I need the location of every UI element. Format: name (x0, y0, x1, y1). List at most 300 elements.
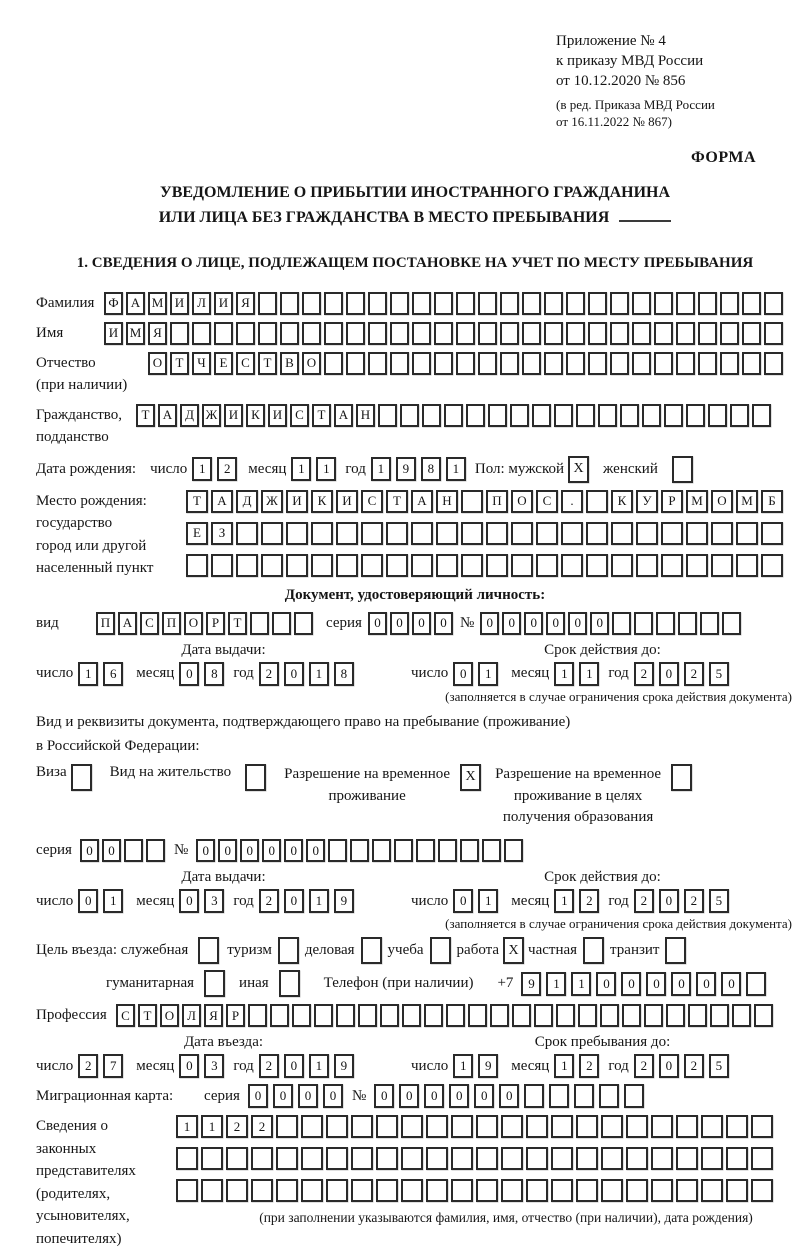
char-box[interactable] (752, 404, 771, 427)
char-box[interactable] (236, 322, 255, 345)
char-box[interactable] (549, 1084, 569, 1108)
char-box[interactable]: О (511, 490, 533, 513)
char-box[interactable] (726, 1115, 748, 1138)
char-box[interactable]: И (170, 292, 189, 315)
char-box[interactable]: Р (226, 1004, 245, 1027)
char-box[interactable]: 0 (284, 662, 304, 686)
rvp-checkbox[interactable]: X (460, 764, 481, 791)
char-box[interactable]: 0 (179, 889, 199, 913)
char-box[interactable] (636, 554, 658, 577)
char-box[interactable] (411, 522, 433, 545)
purpose-official-checkbox[interactable] (198, 937, 219, 964)
char-box[interactable]: А (334, 404, 353, 427)
char-box[interactable] (566, 352, 585, 375)
char-box[interactable] (258, 292, 277, 315)
char-box[interactable]: Л (182, 1004, 201, 1027)
char-box[interactable]: 1 (201, 1115, 223, 1138)
char-box[interactable] (576, 1115, 598, 1138)
char-box[interactable] (311, 522, 333, 545)
char-box[interactable] (460, 839, 479, 862)
char-box[interactable] (746, 972, 766, 996)
char-box[interactable] (598, 404, 617, 427)
char-box[interactable] (226, 1179, 248, 1202)
char-box[interactable] (326, 1115, 348, 1138)
char-box[interactable]: И (268, 404, 287, 427)
char-box[interactable] (476, 1147, 498, 1170)
char-box[interactable] (626, 1179, 648, 1202)
char-box[interactable]: 2 (684, 889, 704, 913)
char-box[interactable] (280, 292, 299, 315)
rvp-edu-checkbox[interactable] (671, 764, 692, 791)
char-box[interactable] (764, 292, 783, 315)
char-box[interactable]: 9 (396, 457, 416, 481)
char-box[interactable] (720, 292, 739, 315)
char-box[interactable]: 2 (634, 889, 654, 913)
char-box[interactable]: О (302, 352, 321, 375)
char-box[interactable] (478, 322, 497, 345)
char-box[interactable]: 0 (284, 889, 304, 913)
char-box[interactable] (754, 1004, 773, 1027)
purpose-study-checkbox[interactable] (430, 937, 451, 964)
char-box[interactable]: Е (186, 522, 208, 545)
char-box[interactable] (574, 1084, 594, 1108)
char-box[interactable]: 5 (709, 662, 729, 686)
residence-permit-checkbox[interactable] (245, 764, 266, 791)
char-box[interactable]: 0 (179, 662, 199, 686)
char-box[interactable] (386, 554, 408, 577)
char-box[interactable] (426, 1115, 448, 1138)
char-box[interactable] (451, 1147, 473, 1170)
char-box[interactable] (761, 522, 783, 545)
char-box[interactable] (742, 322, 761, 345)
visa-checkbox[interactable] (71, 764, 92, 791)
char-box[interactable]: 9 (478, 1054, 498, 1078)
char-box[interactable] (444, 404, 463, 427)
char-box[interactable]: Т (258, 352, 277, 375)
char-box[interactable] (611, 522, 633, 545)
char-box[interactable] (478, 352, 497, 375)
char-box[interactable] (686, 554, 708, 577)
char-box[interactable] (372, 839, 391, 862)
char-box[interactable] (394, 839, 413, 862)
char-box[interactable] (601, 1179, 623, 1202)
char-box[interactable] (351, 1115, 373, 1138)
char-box[interactable]: 9 (334, 889, 354, 913)
char-box[interactable]: 0 (524, 612, 543, 635)
char-box[interactable] (632, 292, 651, 315)
char-box[interactable] (261, 522, 283, 545)
char-box[interactable] (456, 322, 475, 345)
char-box[interactable] (544, 352, 563, 375)
char-box[interactable]: Я (148, 322, 167, 345)
char-box[interactable] (720, 352, 739, 375)
char-box[interactable] (500, 352, 519, 375)
char-box[interactable]: 0 (659, 662, 679, 686)
char-box[interactable] (346, 322, 365, 345)
char-box[interactable]: 0 (284, 839, 303, 862)
char-box[interactable] (226, 1147, 248, 1170)
char-box[interactable]: 2 (634, 662, 654, 686)
char-box[interactable]: А (158, 404, 177, 427)
char-box[interactable]: Б (761, 490, 783, 513)
char-box[interactable] (576, 404, 595, 427)
char-box[interactable] (434, 352, 453, 375)
char-box[interactable] (272, 612, 291, 635)
char-box[interactable] (451, 1179, 473, 1202)
char-box[interactable]: 2 (684, 662, 704, 686)
char-box[interactable]: 0 (453, 889, 473, 913)
char-box[interactable] (610, 322, 629, 345)
char-box[interactable]: 8 (334, 662, 354, 686)
char-box[interactable]: Л (192, 292, 211, 315)
char-box[interactable]: Т (228, 612, 247, 635)
char-box[interactable] (761, 554, 783, 577)
char-box[interactable] (438, 839, 457, 862)
char-box[interactable] (368, 322, 387, 345)
char-box[interactable] (711, 554, 733, 577)
purpose-private-checkbox[interactable] (583, 937, 604, 964)
char-box[interactable]: 0 (390, 612, 409, 635)
char-box[interactable] (412, 322, 431, 345)
char-box[interactable]: 7 (103, 1054, 123, 1078)
char-box[interactable] (642, 404, 661, 427)
char-box[interactable] (351, 1179, 373, 1202)
char-box[interactable] (426, 1179, 448, 1202)
char-box[interactable]: 2 (634, 1054, 654, 1078)
char-box[interactable] (651, 1179, 673, 1202)
char-box[interactable]: М (736, 490, 758, 513)
char-box[interactable] (376, 1147, 398, 1170)
char-box[interactable] (664, 404, 683, 427)
purpose-transit-checkbox[interactable] (665, 937, 686, 964)
char-box[interactable] (302, 292, 321, 315)
char-box[interactable]: Ч (192, 352, 211, 375)
char-box[interactable] (276, 1179, 298, 1202)
char-box[interactable] (401, 1115, 423, 1138)
char-box[interactable] (434, 292, 453, 315)
char-box[interactable] (561, 522, 583, 545)
char-box[interactable] (522, 322, 541, 345)
char-box[interactable] (711, 522, 733, 545)
char-box[interactable] (456, 292, 475, 315)
char-box[interactable]: 0 (453, 662, 473, 686)
char-box[interactable]: И (104, 322, 123, 345)
char-box[interactable]: . (561, 490, 583, 513)
char-box[interactable]: 1 (309, 1054, 329, 1078)
char-box[interactable] (378, 404, 397, 427)
char-box[interactable]: П (486, 490, 508, 513)
char-box[interactable] (610, 352, 629, 375)
purpose-tourism-checkbox[interactable] (278, 937, 299, 964)
char-box[interactable] (764, 352, 783, 375)
char-box[interactable] (511, 522, 533, 545)
char-box[interactable] (270, 1004, 289, 1027)
char-box[interactable]: 1 (309, 662, 329, 686)
char-box[interactable] (622, 1004, 641, 1027)
char-box[interactable]: 2 (226, 1115, 248, 1138)
char-box[interactable] (311, 554, 333, 577)
char-box[interactable]: 0 (240, 839, 259, 862)
char-box[interactable]: Ж (261, 490, 283, 513)
char-box[interactable] (400, 404, 419, 427)
char-box[interactable] (688, 1004, 707, 1027)
char-box[interactable] (412, 292, 431, 315)
char-box[interactable] (551, 1179, 573, 1202)
char-box[interactable] (201, 1179, 223, 1202)
char-box[interactable] (461, 554, 483, 577)
char-box[interactable]: Т (136, 404, 155, 427)
char-box[interactable] (251, 1179, 273, 1202)
char-box[interactable] (576, 1179, 598, 1202)
char-box[interactable]: 1 (554, 662, 574, 686)
char-box[interactable] (501, 1115, 523, 1138)
char-box[interactable] (276, 1115, 298, 1138)
char-box[interactable] (601, 1115, 623, 1138)
char-box[interactable] (736, 554, 758, 577)
char-box[interactable]: Т (138, 1004, 157, 1027)
char-box[interactable]: А (211, 490, 233, 513)
char-box[interactable] (610, 292, 629, 315)
char-box[interactable] (336, 1004, 355, 1027)
char-box[interactable] (586, 522, 608, 545)
char-box[interactable] (328, 839, 347, 862)
char-box[interactable]: 0 (374, 1084, 394, 1108)
char-box[interactable] (611, 554, 633, 577)
char-box[interactable] (656, 612, 675, 635)
char-box[interactable] (501, 1179, 523, 1202)
char-box[interactable] (376, 1179, 398, 1202)
char-box[interactable] (280, 322, 299, 345)
char-box[interactable] (276, 1147, 298, 1170)
char-box[interactable] (186, 554, 208, 577)
char-box[interactable] (526, 1115, 548, 1138)
char-box[interactable] (350, 839, 369, 862)
char-box[interactable] (286, 554, 308, 577)
char-box[interactable] (578, 1004, 597, 1027)
char-box[interactable]: 1 (446, 457, 466, 481)
char-box[interactable] (201, 1147, 223, 1170)
char-box[interactable]: В (280, 352, 299, 375)
char-box[interactable]: Ф (104, 292, 123, 315)
char-box[interactable] (500, 322, 519, 345)
char-box[interactable] (701, 1147, 723, 1170)
char-box[interactable] (751, 1115, 773, 1138)
char-box[interactable]: И (214, 292, 233, 315)
char-box[interactable] (336, 522, 358, 545)
char-box[interactable] (742, 292, 761, 315)
char-box[interactable] (236, 554, 258, 577)
char-box[interactable] (599, 1084, 619, 1108)
char-box[interactable]: 1 (371, 457, 391, 481)
char-box[interactable] (468, 1004, 487, 1027)
char-box[interactable] (236, 522, 258, 545)
char-box[interactable] (586, 490, 608, 513)
char-box[interactable]: 0 (80, 839, 99, 862)
char-box[interactable]: 0 (323, 1084, 343, 1108)
char-box[interactable]: Р (206, 612, 225, 635)
purpose-other-checkbox[interactable] (279, 970, 300, 997)
char-box[interactable]: М (148, 292, 167, 315)
char-box[interactable]: С (140, 612, 159, 635)
char-box[interactable]: М (126, 322, 145, 345)
char-box[interactable]: 1 (554, 889, 574, 913)
char-box[interactable]: С (290, 404, 309, 427)
char-box[interactable] (324, 352, 343, 375)
char-box[interactable]: 1 (546, 972, 566, 996)
char-box[interactable] (698, 352, 717, 375)
char-box[interactable]: 0 (502, 612, 521, 635)
char-box[interactable] (358, 1004, 377, 1027)
char-box[interactable] (632, 352, 651, 375)
char-box[interactable] (544, 292, 563, 315)
char-box[interactable]: И (286, 490, 308, 513)
char-box[interactable] (386, 522, 408, 545)
char-box[interactable] (566, 292, 585, 315)
char-box[interactable]: 0 (412, 612, 431, 635)
char-box[interactable]: 0 (424, 1084, 444, 1108)
char-box[interactable] (390, 322, 409, 345)
char-box[interactable]: Т (312, 404, 331, 427)
char-box[interactable]: 3 (204, 889, 224, 913)
char-box[interactable] (544, 322, 563, 345)
char-box[interactable]: 0 (590, 612, 609, 635)
char-box[interactable]: О (711, 490, 733, 513)
char-box[interactable] (600, 1004, 619, 1027)
char-box[interactable]: 0 (434, 612, 453, 635)
char-box[interactable] (654, 322, 673, 345)
char-box[interactable] (588, 292, 607, 315)
char-box[interactable] (710, 1004, 729, 1027)
purpose-work-checkbox[interactable]: X (503, 937, 524, 964)
char-box[interactable] (742, 352, 761, 375)
char-box[interactable]: 8 (204, 662, 224, 686)
char-box[interactable] (346, 352, 365, 375)
char-box[interactable] (324, 322, 343, 345)
char-box[interactable]: 0 (368, 612, 387, 635)
char-box[interactable] (701, 1179, 723, 1202)
char-box[interactable]: Н (356, 404, 375, 427)
char-box[interactable] (412, 352, 431, 375)
char-box[interactable] (346, 292, 365, 315)
char-box[interactable] (686, 404, 705, 427)
char-box[interactable] (490, 1004, 509, 1027)
char-box[interactable] (314, 1004, 333, 1027)
char-box[interactable]: Т (386, 490, 408, 513)
char-box[interactable]: О (160, 1004, 179, 1027)
char-box[interactable]: 0 (248, 1084, 268, 1108)
char-box[interactable]: 2 (259, 889, 279, 913)
char-box[interactable] (292, 1004, 311, 1027)
char-box[interactable] (488, 404, 507, 427)
char-box[interactable]: 0 (298, 1084, 318, 1108)
char-box[interactable] (651, 1115, 673, 1138)
char-box[interactable]: Т (170, 352, 189, 375)
char-box[interactable] (176, 1147, 198, 1170)
char-box[interactable] (751, 1179, 773, 1202)
char-box[interactable] (730, 404, 749, 427)
char-box[interactable]: С (236, 352, 255, 375)
char-box[interactable] (654, 292, 673, 315)
char-box[interactable] (522, 352, 541, 375)
char-box[interactable] (401, 1179, 423, 1202)
char-box[interactable]: 0 (78, 889, 98, 913)
char-box[interactable]: Д (180, 404, 199, 427)
char-box[interactable] (451, 1115, 473, 1138)
char-box[interactable]: 0 (671, 972, 691, 996)
char-box[interactable]: И (336, 490, 358, 513)
char-box[interactable] (324, 292, 343, 315)
char-box[interactable] (500, 292, 519, 315)
char-box[interactable]: 1 (176, 1115, 198, 1138)
char-box[interactable] (124, 839, 143, 862)
char-box[interactable] (534, 1004, 553, 1027)
char-box[interactable] (422, 404, 441, 427)
char-box[interactable]: 2 (579, 889, 599, 913)
char-box[interactable] (644, 1004, 663, 1027)
char-box[interactable]: 0 (721, 972, 741, 996)
char-box[interactable] (504, 839, 523, 862)
char-box[interactable]: 0 (621, 972, 641, 996)
char-box[interactable] (368, 292, 387, 315)
char-box[interactable]: 6 (103, 662, 123, 686)
char-box[interactable] (436, 522, 458, 545)
char-box[interactable] (522, 292, 541, 315)
char-box[interactable] (511, 554, 533, 577)
char-box[interactable] (478, 292, 497, 315)
char-box[interactable] (624, 1084, 644, 1108)
char-box[interactable]: 0 (499, 1084, 519, 1108)
char-box[interactable] (482, 839, 501, 862)
char-box[interactable] (676, 1147, 698, 1170)
char-box[interactable] (708, 404, 727, 427)
char-box[interactable]: П (96, 612, 115, 635)
char-box[interactable] (380, 1004, 399, 1027)
char-box[interactable]: Р (661, 490, 683, 513)
char-box[interactable] (722, 612, 741, 635)
char-box[interactable]: 0 (659, 889, 679, 913)
char-box[interactable] (261, 554, 283, 577)
char-box[interactable]: 0 (480, 612, 499, 635)
char-box[interactable]: С (361, 490, 383, 513)
char-box[interactable] (170, 322, 189, 345)
char-box[interactable] (536, 554, 558, 577)
char-box[interactable] (526, 1179, 548, 1202)
char-box[interactable] (512, 1004, 531, 1027)
char-box[interactable]: 1 (478, 889, 498, 913)
char-box[interactable] (402, 1004, 421, 1027)
char-box[interactable]: 9 (334, 1054, 354, 1078)
char-box[interactable]: Я (204, 1004, 223, 1027)
char-box[interactable] (214, 322, 233, 345)
char-box[interactable]: К (311, 490, 333, 513)
char-box[interactable] (566, 322, 585, 345)
char-box[interactable]: 0 (262, 839, 281, 862)
char-box[interactable]: И (224, 404, 243, 427)
char-box[interactable] (326, 1147, 348, 1170)
char-box[interactable] (701, 1115, 723, 1138)
char-box[interactable] (676, 322, 695, 345)
char-box[interactable]: А (118, 612, 137, 635)
char-box[interactable] (376, 1115, 398, 1138)
char-box[interactable]: 0 (196, 839, 215, 862)
char-box[interactable] (726, 1179, 748, 1202)
char-box[interactable] (250, 612, 269, 635)
char-box[interactable] (336, 554, 358, 577)
char-box[interactable] (764, 322, 783, 345)
char-box[interactable]: О (184, 612, 203, 635)
char-box[interactable] (536, 522, 558, 545)
char-box[interactable] (301, 1147, 323, 1170)
